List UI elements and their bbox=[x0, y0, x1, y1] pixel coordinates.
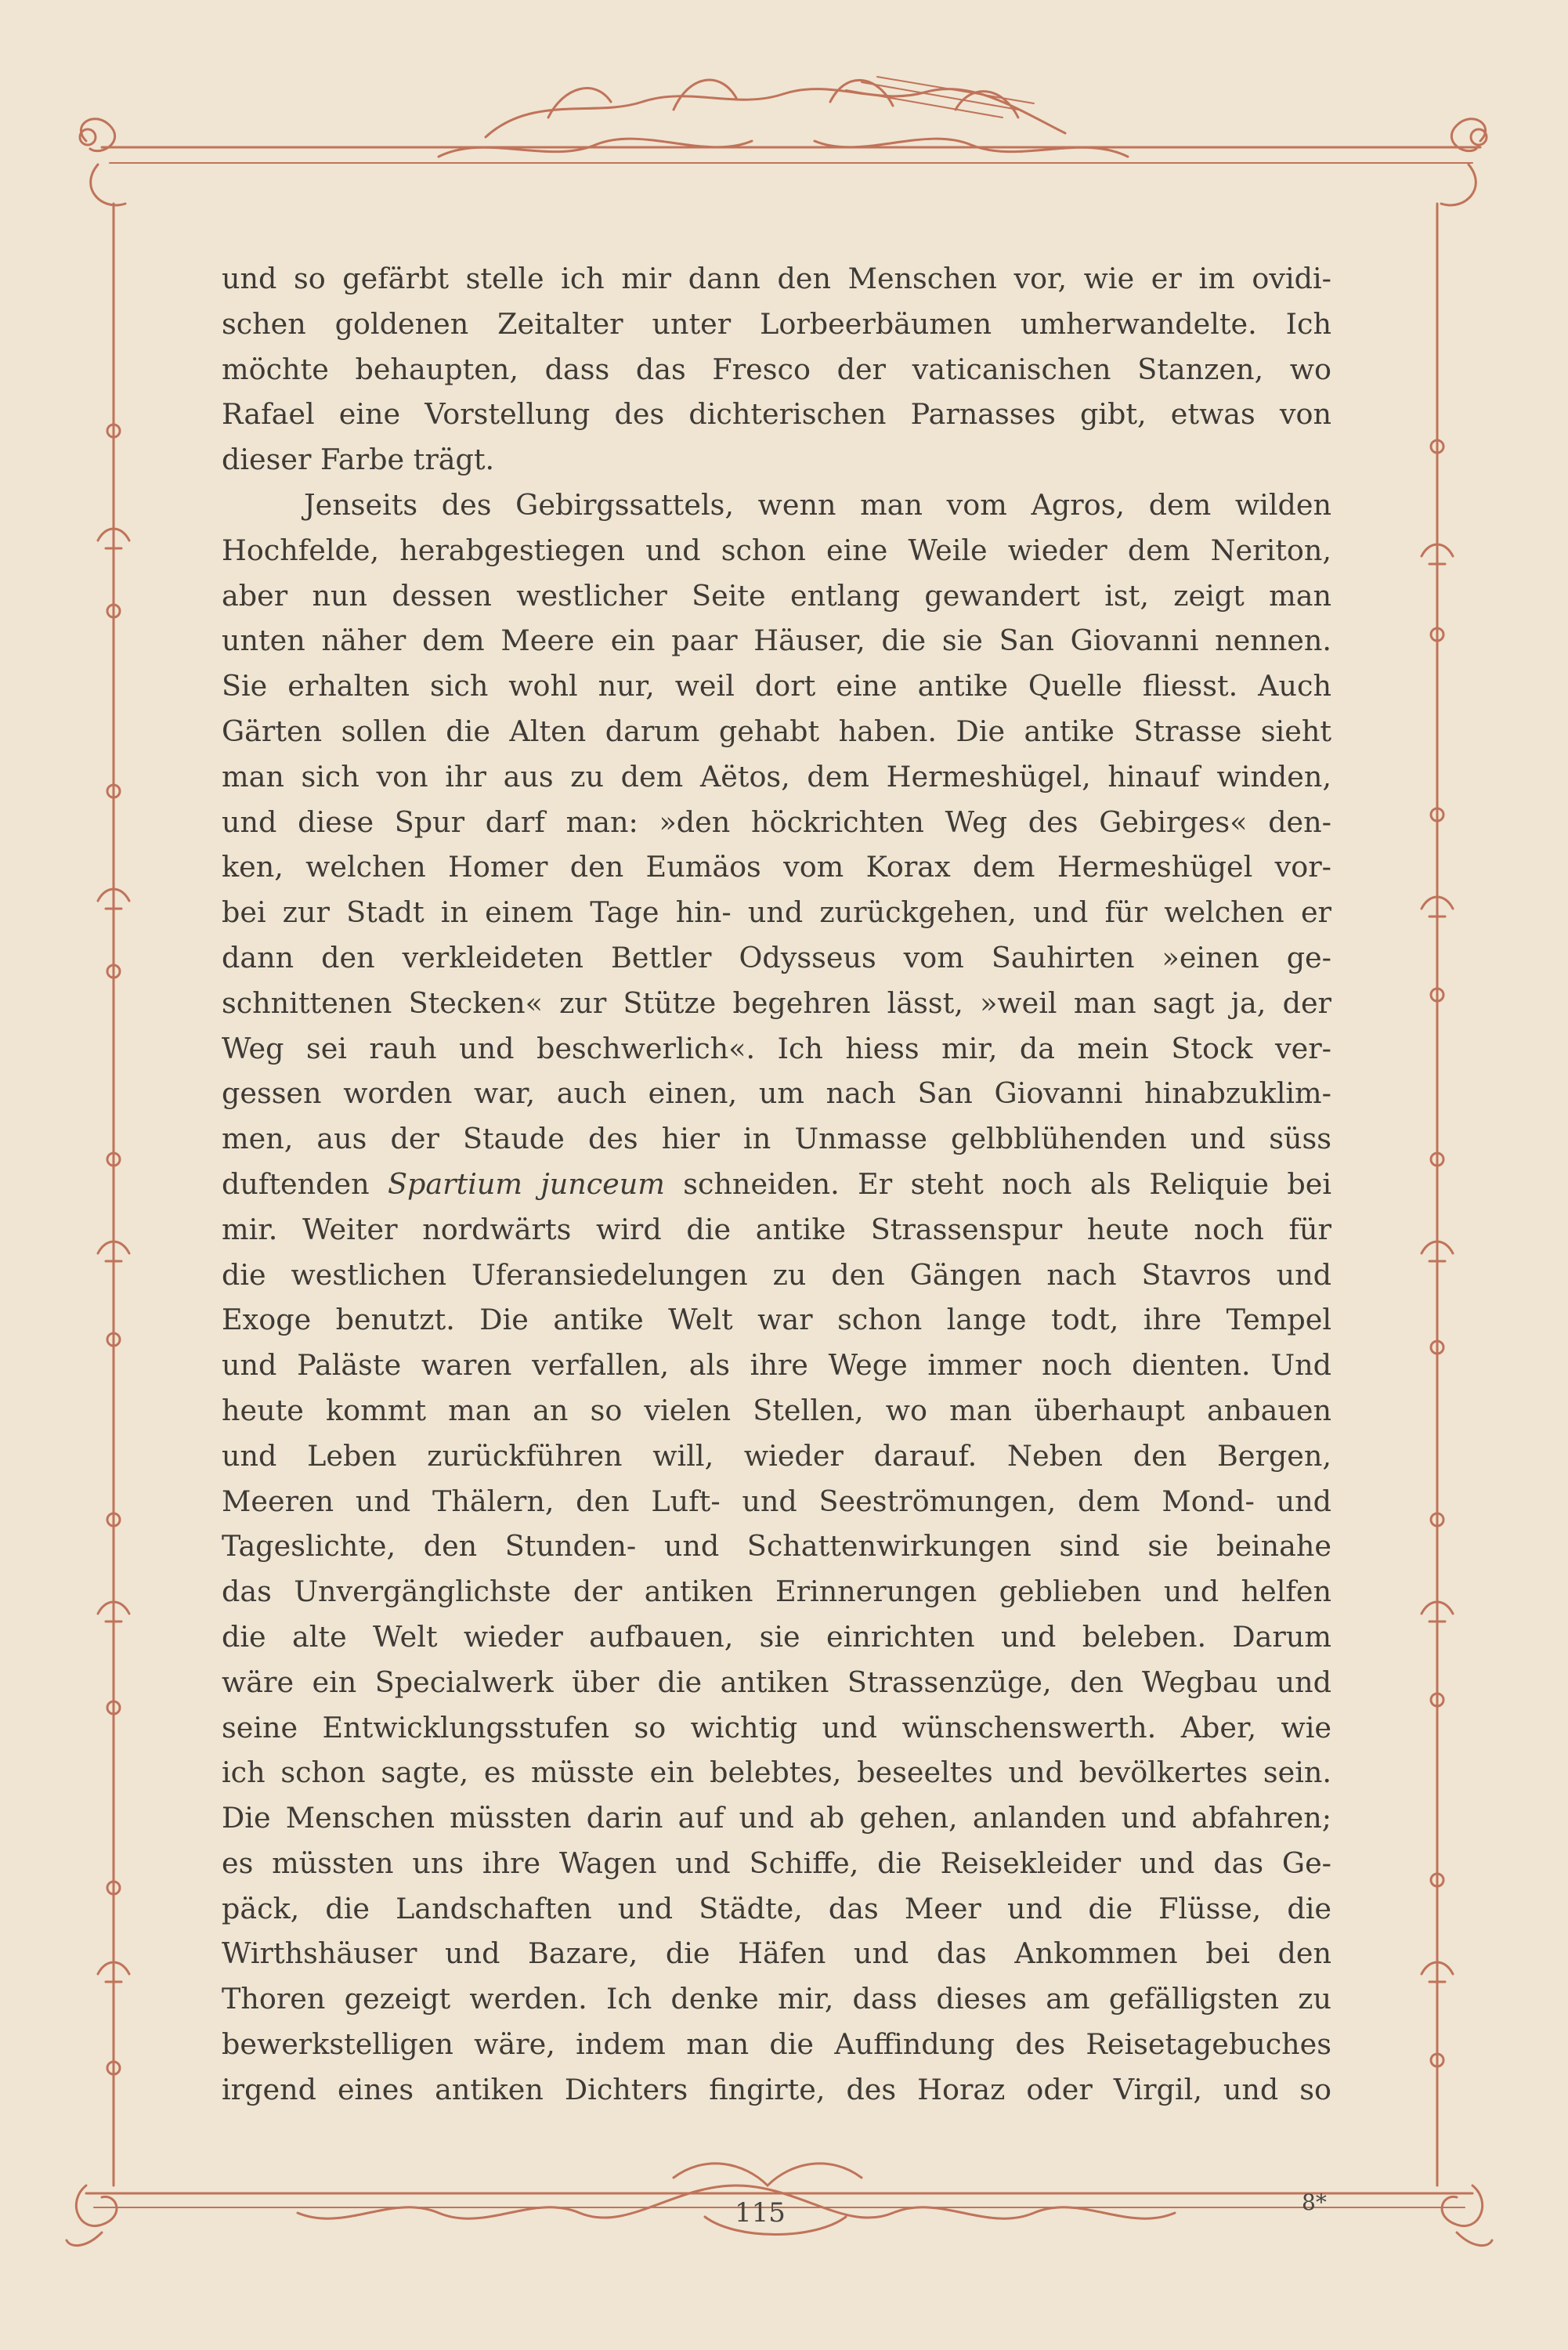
text-line: gessen worden war, auch einen, um nach San Giovanni hinabzuklim- bbox=[222, 1076, 1331, 1111]
italic-species-name: Spartium junceum bbox=[388, 1166, 665, 1201]
text-line: es müssten uns ihre Wagen und Schiffe, die Reisekleider und das Ge- bbox=[222, 1846, 1331, 1880]
text-line: Wirthshäuser und Bazare, die Häfen und das Ankommen bei den bbox=[222, 1936, 1331, 1971]
text-line: Gärten sollen die Alten darum gehabt haben. Die antike Strasse sieht bbox=[222, 714, 1331, 748]
text-line: päck, die Landschaften und Städte, das Meer und die Flüsse, die bbox=[222, 1891, 1331, 1925]
text-line: und Paläste waren verfallen, als ihre Wege immer noch dienten. Und bbox=[222, 1348, 1331, 1383]
text-line: Exoge benutzt. Die antike Welt war schon lange todt, ihre Tempel bbox=[222, 1303, 1331, 1337]
text-line: das Unvergänglichste der antiken Erinnerungen geblieben und helfen bbox=[222, 1574, 1331, 1609]
body-text bbox=[222, 256, 1331, 2113]
text-line: Hochfelde, herabgestiegen und schon eine Weile wieder dem Neriton, bbox=[222, 533, 1331, 567]
paragraph-start: Jenseits des Gebirgssattels, wenn man vom Agros, dem wilden bbox=[304, 487, 1331, 522]
text-line: Tageslichte, den Stunden- und Schattenwirkungen sind sie beinahe bbox=[222, 1529, 1331, 1564]
bottom-right-corner bbox=[1442, 2186, 1483, 2226]
text-line: Weg sei rauh und beschwerlich«. Ich hiess mir, da mein Stock ver- bbox=[222, 1031, 1331, 1065]
top-left-corner bbox=[81, 119, 114, 151]
text-line: man sich von ihr aus zu dem Aëtos, dem Hermeshügel, hinauf winden, bbox=[222, 759, 1331, 794]
text-line: heute kommt man an so vielen Stellen, wo man überhaupt anbauen bbox=[222, 1393, 1331, 1427]
text-line: bei zur Stadt in einem Tage hin- und zurückgehen, und für welchen er bbox=[222, 895, 1331, 930]
text-line: men, aus der Staude des hier in Unmasse gelbblühenden und süss bbox=[222, 1122, 1331, 1156]
bottom-left-corner bbox=[76, 2186, 117, 2226]
text-line: wäre ein Specialwerk über die antiken Strassenzüge, den Wegbau und bbox=[222, 1665, 1331, 1699]
page-number: 115 bbox=[735, 2197, 786, 2229]
text-line: dieser Farbe trägt. bbox=[222, 443, 495, 477]
text-line: unten näher dem Meere ein paar Häuser, die sie San Giovanni nennen. bbox=[222, 624, 1331, 658]
text-line: Rafael eine Vorstellung des dichterischen Parnasses gibt, etwas von bbox=[222, 397, 1331, 432]
text-line: Thoren gezeigt werden. Ich denke mir, dass dieses am gefälligsten zu bbox=[222, 1982, 1331, 2016]
text-line: Die Menschen müssten darin auf und ab gehen, anlanden und abfahren; bbox=[222, 1801, 1331, 1835]
text-line: Sie erhalten sich wohl nur, weil dort eine antike Quelle fliesst. Auch bbox=[222, 669, 1331, 703]
text-line-with-italic bbox=[222, 1162, 1331, 1207]
text-line: seine Entwicklungsstufen so wichtig und wünschenswerth. Aber, wie bbox=[222, 1710, 1331, 1744]
text-line: die alte Welt wieder aufbauen, sie einrichten und beleben. Darum bbox=[222, 1619, 1331, 1654]
text-line: schnittenen Stecken« zur Stütze begehren lässt, »weil man sagt ja, der bbox=[222, 985, 1331, 1020]
text-line: und so gefärbt stelle ich mir dann den Menschen vor, wie er im ovidi- bbox=[222, 262, 1331, 295]
text-line: mir. Weiter nordwärts wird die antike Strassenspur heute noch für bbox=[222, 1212, 1331, 1246]
text-segment: schneiden. Er steht noch als Reliquie bei bbox=[683, 1166, 1331, 1201]
text-line: Meeren und Thälern, den Luft- und Seeströmungen, dem Mond- und bbox=[222, 1484, 1331, 1518]
text-line: ken, welchen Homer den Eumäos vom Korax dem Hermeshügel vor- bbox=[222, 850, 1331, 884]
text-line: irgend eines antiken Dichters fingirte, des Horaz oder Virgil, und so bbox=[222, 2072, 1331, 2106]
text-segment: duftenden bbox=[222, 1166, 370, 1201]
signature-mark: 8* bbox=[1302, 2189, 1327, 2215]
text-line: ich schon sagte, es müsste ein belebtes, beseeltes und bevölkertes sein. bbox=[222, 1755, 1331, 1790]
text-line: und diese Spur darf man: »den höckrichten Weg des Gebirges« den- bbox=[222, 804, 1331, 839]
text-line: schen goldenen Zeitalter unter Lorbeerbäumen umherwandelte. Ich bbox=[222, 306, 1331, 341]
text-line: die westlichen Uferansiedelungen zu den Gängen nach Stavros und bbox=[222, 1257, 1331, 1292]
text-line: aber nun dessen westlicher Seite entlang gewandert ist, zeigt man bbox=[222, 578, 1331, 613]
text-line: und Leben zurückführen will, wieder darauf. Neben den Bergen, bbox=[222, 1438, 1331, 1473]
text-line: möchte behaupten, dass das Fresco der vaticanischen Stanzen, wo bbox=[222, 352, 1331, 386]
text-line: dann den verkleideten Bettler Odysseus vom Sauhirten »einen ge- bbox=[222, 940, 1331, 974]
text-line: bewerkstelligen wäre, indem man die Auffindung des Reisetagebuches bbox=[222, 2027, 1331, 2062]
